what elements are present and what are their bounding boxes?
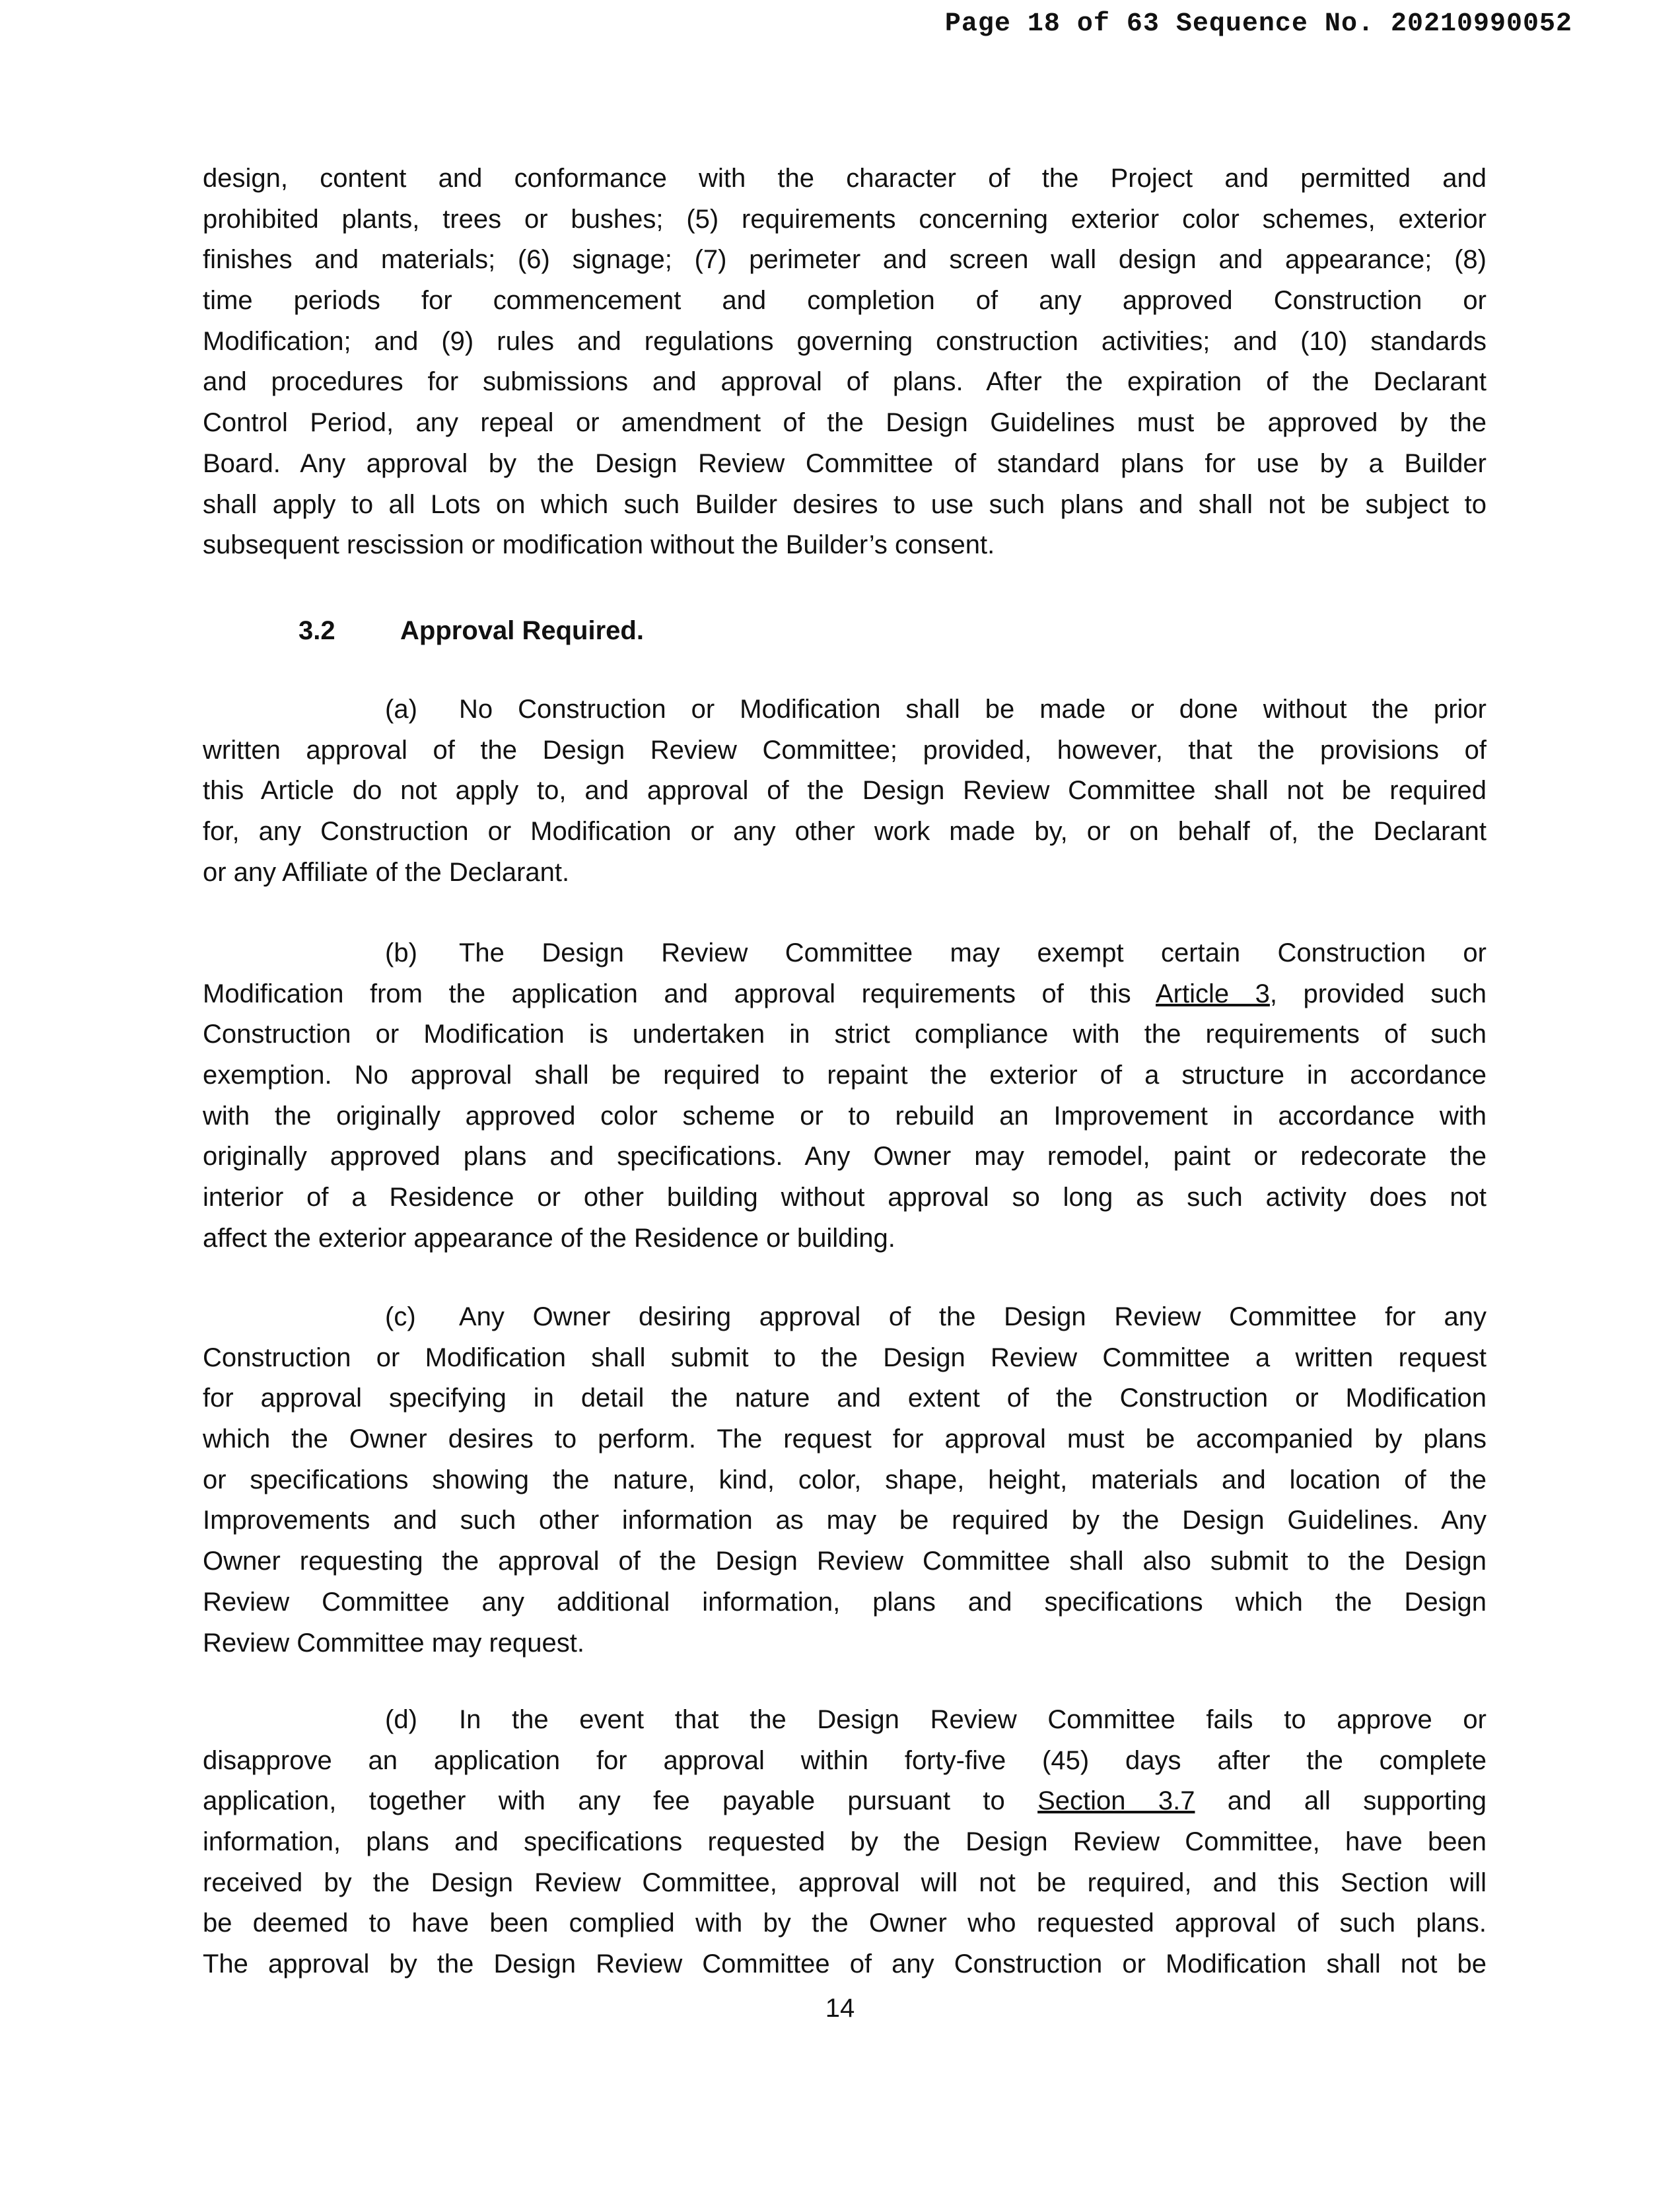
subsection-a bbox=[203, 689, 1487, 893]
text-line: or specifications showing the nature, kind, color, shape, height, materials and location of the bbox=[203, 1465, 1487, 1494]
page-sequence-header: Page 18 of 63 Sequence No. 20210990052 bbox=[944, 9, 1572, 39]
subsection-label: (c) bbox=[385, 1302, 416, 1331]
text-line bbox=[203, 974, 1487, 1015]
text-line: Review Committee may request. bbox=[203, 1628, 584, 1658]
text-line: this Article do not apply to, and approval of the Design Review Committee shall not be required bbox=[203, 776, 1487, 806]
intro-paragraph bbox=[203, 158, 1487, 566]
text-line: Owner requesting the approval of the Design Review Committee shall also submit to the Design bbox=[203, 1547, 1487, 1576]
text-line: Modification; and (9) rules and regulations governing construction activities; and (10) standards bbox=[203, 326, 1487, 356]
subsection-label: (a) bbox=[385, 695, 417, 724]
text-line: shall apply to all Lots on which such Builder desires to use such plans and shall not be subject to bbox=[203, 489, 1487, 519]
subsection-c bbox=[203, 1297, 1487, 1664]
text-line: Construction or Modification shall submit to the Design Review Committee a written request bbox=[203, 1343, 1487, 1372]
text-line: received by the Design Review Committee, approval will not be required, and this Section will bbox=[203, 1868, 1487, 1897]
text-line: Control Period, any repeal or amendment of the Design Guidelines must be approved by the bbox=[203, 408, 1487, 438]
section-heading bbox=[298, 611, 644, 652]
text-segment: , provided such bbox=[1269, 979, 1487, 1008]
text-line: information, plans and specifications requested by the Design Review Committee, have been bbox=[203, 1827, 1487, 1857]
text-line: with the originally approved color scheme or to rebuild an Improvement in accordance with bbox=[203, 1101, 1487, 1131]
text-line: finishes and materials; (6) signage; (7) perimeter and screen wall design and appearance; (8) bbox=[203, 245, 1487, 275]
subsection-label: (d) bbox=[385, 1705, 417, 1734]
text-line: design, content and conformance with the character of the Project and permitted and bbox=[203, 164, 1487, 193]
text-line: Any Owner desiring approval of the Design Review Committee for any bbox=[459, 1302, 1487, 1331]
cross-reference-link[interactable]: Section 3.7 bbox=[1037, 1786, 1195, 1816]
text-line: The Design Review Committee may exempt certain Construction or bbox=[459, 938, 1487, 967]
text-segment: application, together with any fee payable pursuant to bbox=[203, 1786, 1038, 1816]
text-line: written approval of the Design Review Committee; provided, however, that the provisions of bbox=[203, 735, 1487, 765]
text-line: which the Owner desires to perform. The request for approval must be accompanied by plans bbox=[203, 1424, 1487, 1454]
text-line: or any Affiliate of the Declarant. bbox=[203, 857, 570, 887]
text-line: and procedures for submissions and approval of plans. After the expiration of the Declarant bbox=[203, 367, 1487, 397]
text-line: In the event that the Design Review Committee fails to approve or bbox=[459, 1705, 1487, 1734]
subsection-d bbox=[203, 1700, 1487, 1985]
subsection-label: (b) bbox=[385, 938, 417, 967]
text-line: be deemed to have been complied with by the Owner who requested approval of such plans. bbox=[203, 1909, 1487, 1938]
section-number: 3.2 bbox=[298, 616, 335, 645]
text-line: for approval specifying in detail the nature and extent of the Construction or Modification bbox=[203, 1384, 1487, 1413]
text-line: time periods for commencement and completion of any approved Construction or bbox=[203, 286, 1487, 316]
text-segment: Modification from the application and approval requirements of this bbox=[203, 979, 1156, 1008]
subsection-b bbox=[203, 933, 1487, 1259]
text-line: Improvements and such other information as may be required by the Design Guidelines. Any bbox=[203, 1506, 1487, 1535]
text-segment: and all supporting bbox=[1195, 1786, 1487, 1816]
text-line: exemption. No approval shall be required to repaint the exterior of a structure in accordance bbox=[203, 1061, 1487, 1090]
text-line: for, any Construction or Modification or any other work made by, or on behalf of, the Declarant bbox=[203, 817, 1487, 847]
text-line: originally approved plans and specifications. Any Owner may remodel, paint or redecorate the bbox=[203, 1142, 1487, 1172]
text-line: Review Committee any additional information, plans and specifications which the Design bbox=[203, 1587, 1487, 1617]
section-title: Approval Required. bbox=[400, 616, 644, 645]
text-line: interior of a Residence or other building without approval so long as such activity does not bbox=[203, 1183, 1487, 1212]
text-line: Board. Any approval by the Design Review Committee of standard plans for use by a Builder bbox=[203, 448, 1487, 478]
text-line: disapprove an application for approval within forty-five (45) days after the complete bbox=[203, 1745, 1487, 1775]
text-line: affect the exterior appearance of the Residence or building. bbox=[203, 1223, 895, 1253]
text-line: prohibited plants, trees or bushes; (5) requirements concerning exterior color schemes, exterior bbox=[203, 204, 1487, 234]
text-line bbox=[203, 1781, 1487, 1822]
text-line: No Construction or Modification shall be made or done without the prior bbox=[459, 695, 1487, 724]
text-line: The approval by the Design Review Committee of any Construction or Modification shall not be bbox=[203, 1949, 1487, 1979]
text-line: subsequent rescission or modification without the Builder’s consent. bbox=[203, 530, 995, 560]
cross-reference-link[interactable]: Article 3 bbox=[1156, 979, 1270, 1008]
page-number: 14 bbox=[825, 1994, 855, 2023]
text-line: Construction or Modification is undertaken in strict compliance with the requirements of such bbox=[203, 1020, 1487, 1049]
